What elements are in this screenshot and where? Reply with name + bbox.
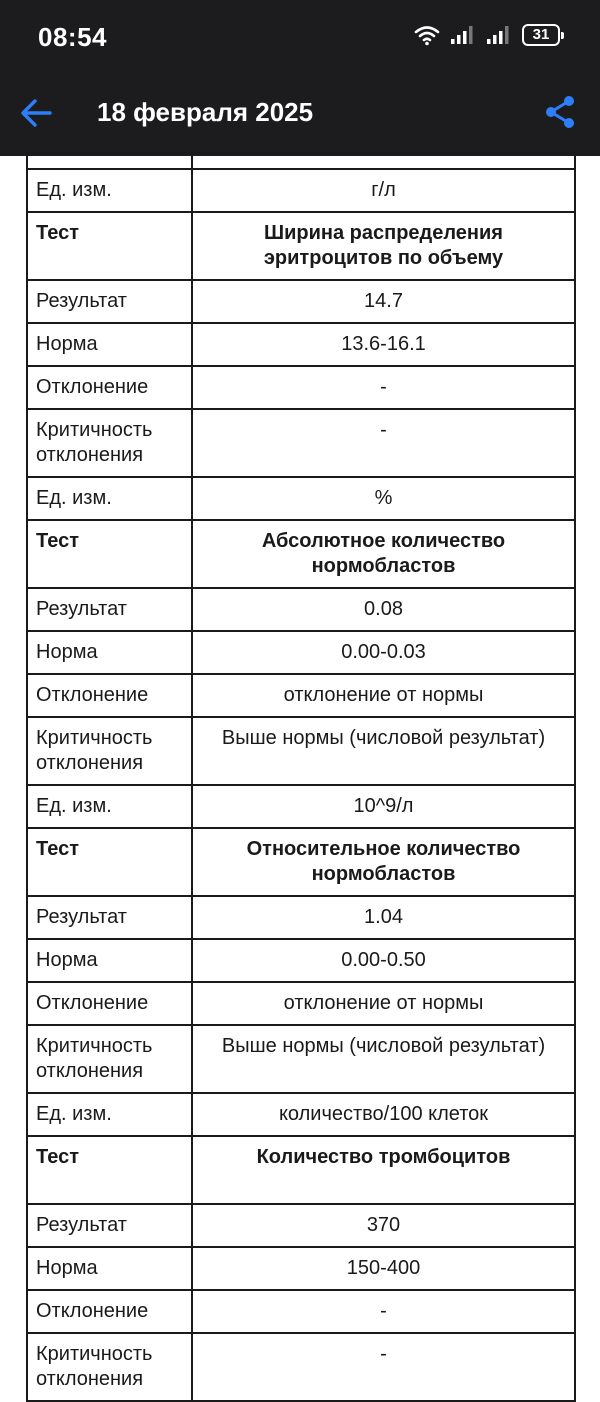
row-label: Норма <box>27 939 192 982</box>
signal-icon <box>450 25 476 45</box>
row-label: Тест <box>27 212 192 280</box>
status-icons <box>414 24 560 46</box>
row-value: Абсолютное количество нормобластов <box>192 520 575 588</box>
results-table <box>26 152 576 1402</box>
row-label <box>27 153 192 169</box>
row-label: Критичность отклонения <box>27 1025 192 1093</box>
row-label: Ед. изм. <box>27 169 192 212</box>
wifi-icon <box>414 24 440 46</box>
row-value: - <box>192 1290 575 1333</box>
row-label: Отклонение <box>27 1290 192 1333</box>
row-value <box>192 153 575 169</box>
row-value: - <box>192 409 575 477</box>
table-row <box>27 1290 575 1333</box>
table-row <box>27 631 575 674</box>
table-row <box>27 1204 575 1247</box>
row-value: 1.04 <box>192 896 575 939</box>
row-label: Отклонение <box>27 982 192 1025</box>
row-label: Критичность отклонения <box>27 717 192 785</box>
table-row <box>27 717 575 785</box>
share-icon[interactable] <box>544 95 576 129</box>
row-label: Критичность отклонения <box>27 1333 192 1401</box>
row-value: количество/100 клеток <box>192 1093 575 1136</box>
row-label: Тест <box>27 520 192 588</box>
row-value: - <box>192 1333 575 1401</box>
results-content[interactable] <box>0 156 600 1390</box>
row-label: Ед. изм. <box>27 1093 192 1136</box>
table-row <box>27 1025 575 1093</box>
row-value: 0.08 <box>192 588 575 631</box>
row-value: Относительное количество нормобластов <box>192 828 575 896</box>
row-label: Результат <box>27 588 192 631</box>
row-label: Отклонение <box>27 674 192 717</box>
table-row <box>27 280 575 323</box>
table-row <box>27 939 575 982</box>
row-label: Тест <box>27 828 192 896</box>
row-value: 10^9/л <box>192 785 575 828</box>
table-row-partial <box>27 153 575 169</box>
table-row <box>27 982 575 1025</box>
row-value: 150-400 <box>192 1247 575 1290</box>
row-value: % <box>192 477 575 520</box>
table-row <box>27 785 575 828</box>
row-label: Ед. изм. <box>27 785 192 828</box>
row-value: - <box>192 366 575 409</box>
status-bar <box>0 0 600 75</box>
test-header-row <box>27 828 575 896</box>
table-row <box>27 477 575 520</box>
row-label: Критичность отклонения <box>27 409 192 477</box>
test-header-row <box>27 212 575 280</box>
status-time: 08:54 <box>38 22 107 52</box>
row-value: 13.6-16.1 <box>192 323 575 366</box>
row-label: Норма <box>27 631 192 674</box>
row-value: 0.00-0.50 <box>192 939 575 982</box>
row-label: Результат <box>27 280 192 323</box>
row-value: Выше нормы (числовой результат) <box>192 717 575 785</box>
row-value: г/л <box>192 169 575 212</box>
row-label: Тест <box>27 1136 192 1204</box>
row-label: Отклонение <box>27 366 192 409</box>
table-row <box>27 169 575 212</box>
row-value: Выше нормы (числовой результат) <box>192 1025 575 1093</box>
table-row <box>27 1247 575 1290</box>
row-value: 0.00-0.03 <box>192 631 575 674</box>
page-title: 18 февраля 2025 <box>97 97 314 127</box>
row-value: 14.7 <box>192 280 575 323</box>
row-label: Норма <box>27 323 192 366</box>
row-value: отклонение от нормы <box>192 674 575 717</box>
row-value: Ширина распределения эритроцитов по объему <box>192 212 575 280</box>
row-label: Ед. изм. <box>27 477 192 520</box>
app-bar <box>0 75 600 156</box>
row-value: Количество тромбоцитов <box>192 1136 575 1204</box>
row-label: Результат <box>27 896 192 939</box>
row-value: отклонение от нормы <box>192 982 575 1025</box>
table-row <box>27 323 575 366</box>
battery-indicator: 31 <box>522 24 560 46</box>
row-value: 370 <box>192 1204 575 1247</box>
table-row <box>27 1093 575 1136</box>
row-label: Результат <box>27 1204 192 1247</box>
table-row <box>27 409 575 477</box>
test-header-row <box>27 520 575 588</box>
back-arrow-icon[interactable] <box>18 95 54 131</box>
table-row <box>27 1333 575 1401</box>
table-row <box>27 588 575 631</box>
table-row <box>27 366 575 409</box>
test-header-row <box>27 1136 575 1204</box>
table-row <box>27 674 575 717</box>
row-label: Норма <box>27 1247 192 1290</box>
signal-icon <box>486 25 512 45</box>
table-row <box>27 896 575 939</box>
